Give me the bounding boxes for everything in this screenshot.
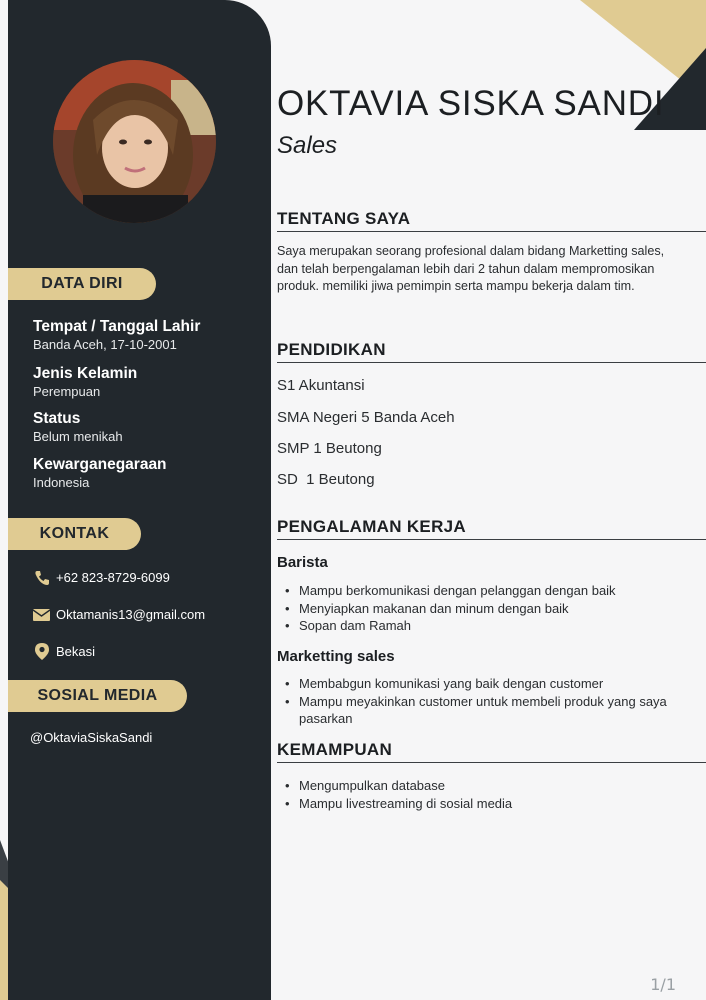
list-item: • Sopan dam Ramah: [285, 617, 685, 635]
contact-phone[interactable]: [33, 569, 170, 586]
main-content: [277, 0, 706, 1000]
info-value: Perempuan: [33, 384, 101, 399]
phone-icon: [33, 569, 50, 586]
contact-phone-text: +62 823-8729-6099: [56, 570, 170, 585]
section-title-pendidikan: PENDIDIKAN: [277, 340, 706, 363]
list-item: • Mengumpulkan database: [285, 777, 685, 795]
education-item: SMP 1 Beutong: [277, 440, 382, 457]
section-pill-sosial-media: SOSIAL MEDIA: [8, 680, 187, 712]
person-role: Sales: [277, 132, 338, 159]
job-points: [285, 582, 685, 635]
list-item: • Membabgun komunikasi yang baik dengan customer: [285, 675, 685, 693]
info-value: Banda Aceh, 17-10-2001: [33, 337, 177, 352]
info-label: Kewarganegaraan: [33, 456, 167, 473]
info-label: Jenis Kelamin: [33, 365, 138, 382]
section-title-kemampuan: KEMAMPUAN: [277, 740, 706, 763]
profile-photo: [53, 60, 216, 223]
person-name: OKTAVIA SISKA SANDI: [277, 84, 665, 123]
social-handle[interactable]: @OktaviaSiskaSandi: [30, 730, 153, 745]
info-gender: [33, 364, 253, 401]
info-nationality: [33, 455, 253, 492]
info-label: Status: [33, 410, 81, 427]
list-item: • Menyiapkan makanan dan minum dengan baik: [285, 600, 685, 618]
section-title-tentang: TENTANG SAYA: [277, 209, 706, 232]
list-item: • Mampu meyakinkan customer untuk membeli produk yang saya pasarkan: [285, 693, 685, 728]
info-value: Belum menikah: [33, 429, 123, 444]
sidebar: [8, 0, 271, 1000]
section-pill-data-diri: DATA DIRI: [8, 268, 156, 300]
section-pill-kontak: KONTAK: [8, 518, 141, 550]
contact-location-text: Bekasi: [56, 644, 96, 659]
job-title: Barista: [277, 554, 328, 571]
education-item: S1 Akuntansi: [277, 377, 365, 394]
contact-location: [33, 643, 95, 660]
about-text: Saya merupakan seorang profesional dalam bidang Marketting sales, dan telah berpengalaman lebih dari 2 tahun dalam mempromosikan produk. memiliki jiwa pemimpin serta mampu bekerja dalam tim.: [277, 244, 665, 293]
mail-icon: [33, 606, 50, 623]
contact-email-text: Oktamanis13@gmail.com: [56, 607, 206, 622]
job-title: Marketting sales: [277, 648, 395, 665]
info-status: [33, 409, 253, 446]
education-item: SMA Negeri 5 Banda Aceh: [277, 409, 455, 426]
info-birth: [33, 317, 253, 354]
list-item: • Mampu livestreaming di sosial media: [285, 795, 685, 813]
info-label: Tempat / Tanggal Lahir: [33, 318, 201, 335]
location-pin-icon: [33, 643, 50, 660]
skills-list: [285, 777, 685, 812]
page-number: 1/1: [650, 975, 676, 994]
contact-email[interactable]: [33, 606, 205, 623]
job-points: [285, 675, 685, 728]
education-item: SD 1 Beutong: [277, 471, 375, 488]
info-value: Indonesia: [33, 475, 90, 490]
section-title-pengalaman: PENGALAMAN KERJA: [277, 517, 706, 540]
list-item: • Mampu berkomunikasi dengan pelanggan dengan baik: [285, 582, 685, 600]
